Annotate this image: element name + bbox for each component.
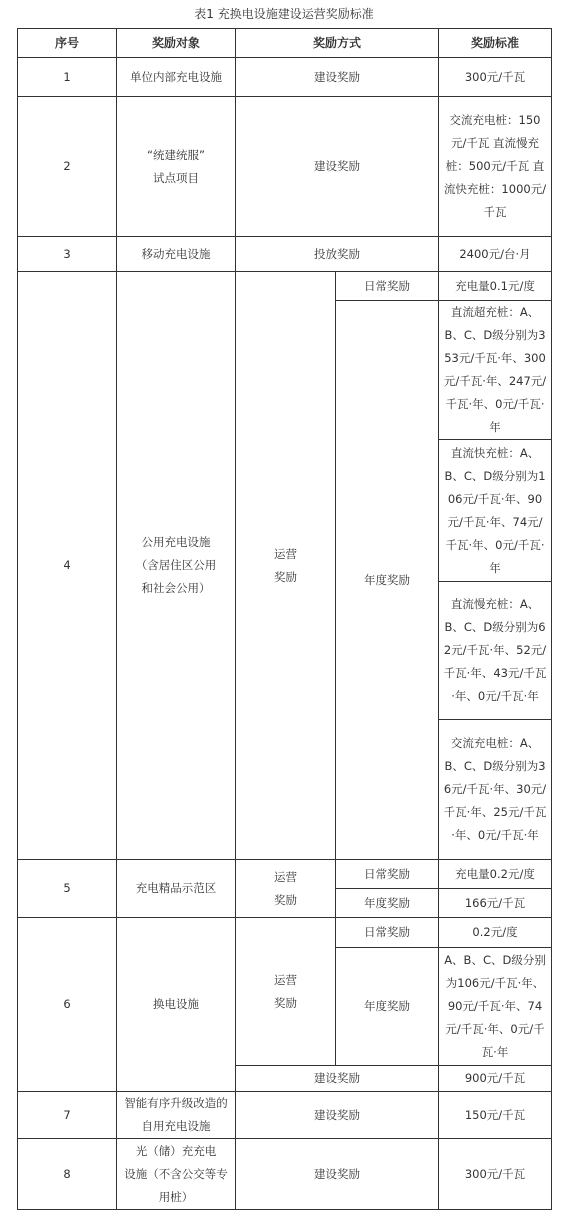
cell-mode: 投放奖励 [236,237,439,272]
object-line: 自用充电设施 [141,1119,211,1133]
cell-object [117,1092,236,1139]
cell-mode: 建设奖励 [236,1092,439,1139]
object-line: 光（储）充充电 [135,1143,217,1158]
cell-mode: 建设奖励 [236,1066,439,1092]
cell-standard: 直流快充桩：A、B、C、D级分别为106元/千瓦·年、90元/千瓦·年、74元/千瓦·年、0元/千瓦·年 [439,440,552,582]
cell-num: 1 [18,58,117,97]
cell-standard: 2400元/台·月 [439,237,552,272]
cell-standard: 直流慢充桩：A、B、C、D级分别为62元/千瓦·年、52元/千瓦·年、43元/千瓦·年、0元/千瓦·年 [439,582,552,720]
object-line: 智能有序升级改造的 [124,1096,228,1110]
cell-mode [236,918,336,1066]
cell-standard: 充电量0.2元/度 [439,860,552,889]
object-line: 公用充电设施 [141,535,211,549]
cell-standard: 交流充电桩：150元/千瓦 直流慢充桩：500元/千瓦 直流快充桩：1000元/千瓦 [439,97,552,237]
cell-mode [236,272,336,860]
cell-mode: 建设奖励 [236,58,439,97]
cell-standard: 充电量0.1元/度 [439,272,552,301]
mode-line: 奖励 [274,569,297,584]
table-row [18,97,552,237]
cell-num: 5 [18,860,117,918]
cell-standard: 300元/千瓦 [439,1139,552,1210]
cell-standard: 直流超充桩：A、B、C、D级分别为353元/千瓦·年、300元/千瓦·年、247元/千瓦·年、0元/千瓦·年 [439,301,552,440]
cell-num: 2 [18,97,117,237]
cell-subtype-daily: 日常奖励 [336,860,439,889]
cell-num: 4 [18,272,117,860]
cell-object [117,1139,236,1210]
cell-num: 7 [18,1092,117,1139]
cell-standard: 900元/千瓦 [439,1066,552,1092]
header-object: 奖励对象 [117,29,236,58]
table-row [18,860,552,889]
cell-subtype-annual: 年度奖励 [336,301,439,860]
object-line: 用桩） [158,1189,194,1204]
header-standard: 奖励标准 [439,29,552,58]
header-num: 序号 [18,29,117,58]
cell-object: 移动充电设施 [117,237,236,272]
mode-line: 奖励 [274,892,297,907]
table-row [18,1092,552,1139]
cell-subtype-daily: 日常奖励 [336,918,439,948]
mode-line: 奖励 [274,995,297,1010]
cell-standard: 166元/千瓦 [439,889,552,918]
table-row [18,58,552,97]
cell-mode: 建设奖励 [236,97,439,237]
cell-subtype-daily: 日常奖励 [336,272,439,301]
object-line: 设施（不含公交等专 [124,1166,228,1181]
object-line: 和社会公用） [141,581,211,595]
table-caption: 表1 充换电设施建设运营奖励标准 [194,7,374,21]
mode-line: 运营 [274,869,297,884]
mode-line: 运营 [274,972,297,987]
cell-standard: 300元/千瓦 [439,58,552,97]
cell-num: 3 [18,237,117,272]
cell-standard: 150元/千瓦 [439,1092,552,1139]
table-row [18,1139,552,1210]
cell-object: 单位内部充电设施 [117,58,236,97]
cell-subtype-annual: 年度奖励 [336,948,439,1066]
object-line: 试点项目 [153,170,199,185]
cell-object: 充电精品示范区 [117,860,236,918]
cell-num: 6 [18,918,117,1092]
cell-standard: A、B、C、D级分别为106元/千瓦·年、90元/千瓦·年、74元/千瓦·年、0元/千瓦·年 [439,948,552,1066]
mode-line: 运营 [274,546,297,561]
cell-mode: 建设奖励 [236,1139,439,1210]
cell-num: 8 [18,1139,117,1210]
table-row [18,918,552,948]
cell-object [117,97,236,237]
table-row [18,272,552,301]
object-line: “统建统服” [147,147,205,162]
cell-object: 换电设施 [117,918,236,1092]
cell-mode [236,860,336,918]
cell-object [117,272,236,860]
table-row [18,237,552,272]
cell-standard: 交流充电桩：A、B、C、D级分别为36元/千瓦·年、30元/千瓦·年、25元/千瓦·年、0元/千瓦·年 [439,720,552,860]
reward-standards-table [17,28,552,1210]
cell-standard: 0.2元/度 [439,918,552,948]
object-line: （含居住区公用 [135,558,217,572]
header-mode: 奖励方式 [236,29,439,58]
cell-subtype-annual: 年度奖励 [336,889,439,918]
table-header-row [18,29,552,58]
